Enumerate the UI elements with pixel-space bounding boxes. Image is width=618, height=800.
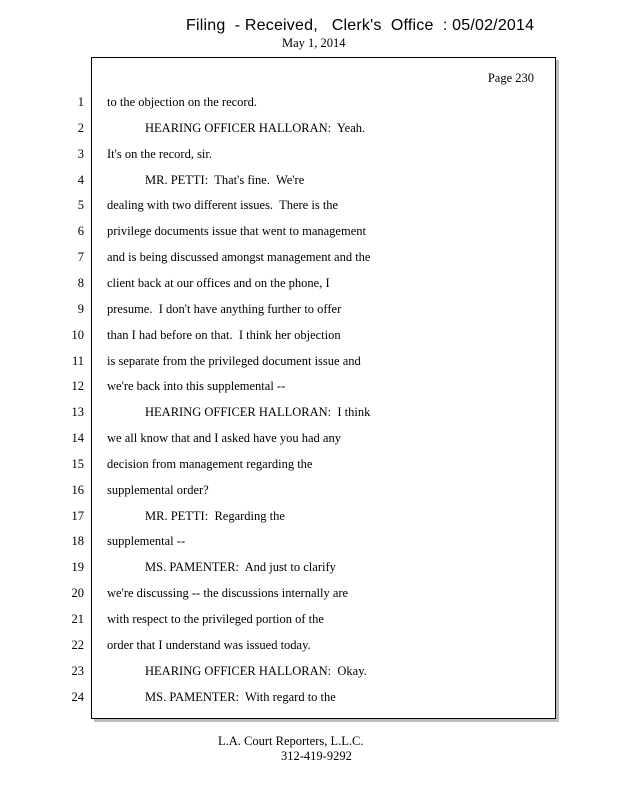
line-number: 19 xyxy=(71,560,84,575)
line-number: 16 xyxy=(71,482,84,497)
line-number: 20 xyxy=(71,586,84,601)
transcript-line: we're discussing -- the discussions internally are xyxy=(107,586,349,601)
line-number: 8 xyxy=(77,275,84,290)
footer-company: L.A. Court Reporters, L.L.C. xyxy=(218,734,364,748)
line-number: 5 xyxy=(77,198,84,213)
transcript-line: and is being discussed amongst management and the xyxy=(107,250,371,265)
line-number: 18 xyxy=(71,534,84,549)
transcript-line: we all know that and I asked have you had any xyxy=(107,431,341,446)
transcript-line: HEARING OFFICER HALLORAN: Okay. xyxy=(145,663,367,678)
line-number: 11 xyxy=(71,353,84,368)
transcript-line: supplemental -- xyxy=(107,534,186,549)
transcript-line: we're back into this supplemental -- xyxy=(107,379,286,394)
transcript-line: is separate from the privileged document issue and xyxy=(107,353,361,368)
transcript-line: than I had before on that. I think her objection xyxy=(107,327,341,342)
transcript-line: MR. PETTI: Regarding the xyxy=(145,508,285,523)
transcript-line: presume. I don't have anything further to offer xyxy=(107,301,342,316)
line-number: 22 xyxy=(71,637,84,652)
line-number: 3 xyxy=(77,146,84,161)
footer-phone: 312-419-9292 xyxy=(281,749,352,763)
transcript-line: MS. PAMENTER: With regard to the xyxy=(145,689,336,704)
line-number: 4 xyxy=(77,172,84,187)
line-number: 2 xyxy=(77,120,84,135)
transcript-line: privilege documents issue that went to management xyxy=(107,224,366,239)
transcript-line: client back at our offices and on the phone, I xyxy=(107,275,330,290)
page-number: Page 230 xyxy=(487,71,534,85)
line-number: 13 xyxy=(71,405,84,420)
line-number: 17 xyxy=(71,508,84,523)
line-number: 10 xyxy=(71,327,84,342)
line-number: 12 xyxy=(71,379,84,394)
line-number: 1 xyxy=(77,95,84,109)
line-number: 9 xyxy=(77,301,84,316)
transcript-line: HEARING OFFICER HALLORAN: I think xyxy=(145,405,371,420)
transcript-line: MS. PAMENTER: And just to clarify xyxy=(145,560,336,575)
line-number: 21 xyxy=(71,612,84,626)
transcript-line: order that I understand was issued today. xyxy=(107,637,311,652)
line-number: 24 xyxy=(71,689,84,704)
transcript-line: with respect to the privileged portion of the xyxy=(107,612,324,626)
line-number: 23 xyxy=(71,663,84,678)
transcript-line: supplemental order? xyxy=(107,482,209,497)
line-number: 7 xyxy=(77,250,84,265)
transcript-line: decision from management regarding the xyxy=(107,456,313,471)
transcript-date: May 1, 2014 xyxy=(282,36,346,50)
transcript-line: dealing with two different issues. There is the xyxy=(107,198,339,213)
line-number: 6 xyxy=(77,224,84,239)
transcript-line: HEARING OFFICER HALLORAN: Yeah. xyxy=(145,120,366,135)
transcript-line: It's on the record, sir. xyxy=(107,146,213,161)
transcript-line: to the objection on the record. xyxy=(107,95,257,109)
transcript-line: MR. PETTI: That's fine. We're xyxy=(145,172,305,187)
line-number: 15 xyxy=(71,456,84,471)
line-number: 14 xyxy=(71,431,84,446)
filing-stamp: Filing - Received, Clerk's Office : 05/02/2014 xyxy=(186,17,535,34)
